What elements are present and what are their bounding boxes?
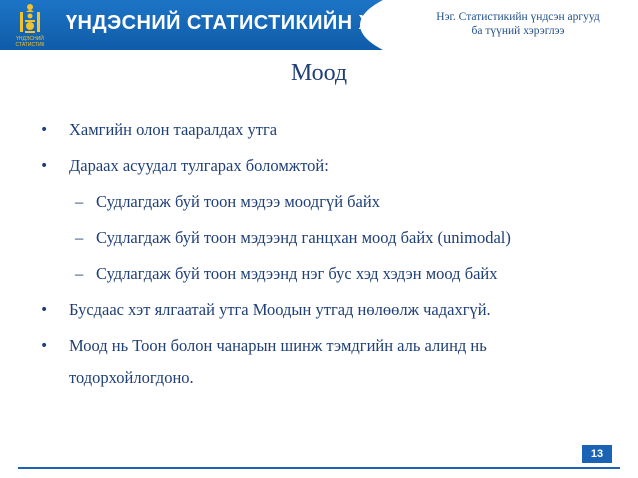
sub-list-item bbox=[40, 256, 610, 292]
dash-marker: – bbox=[75, 192, 84, 211]
list-item-text: Хамгийн олон таарaлдах утга bbox=[69, 120, 278, 139]
list-item-text: Бусдаас хэт ялгаатай утга Моодын утгад нөлөөлж чадахгүй. bbox=[69, 300, 491, 319]
sub-list-item bbox=[40, 184, 610, 220]
logo-caption-1: ҮНДЭСНИЙ bbox=[16, 36, 44, 42]
list-item bbox=[40, 328, 610, 394]
bullet-marker: • bbox=[40, 158, 49, 174]
list-item bbox=[40, 148, 610, 184]
dash-marker: – bbox=[75, 264, 84, 283]
slide-title: Моод bbox=[290, 60, 348, 86]
list-item-text: Дараах асуудал тулгарах боломжтой: bbox=[69, 156, 329, 175]
bullet-marker: • bbox=[40, 302, 49, 318]
footer-divider bbox=[18, 467, 620, 469]
header-bar bbox=[0, 0, 638, 50]
dash-marker: – bbox=[75, 228, 84, 247]
bullet-list bbox=[40, 112, 610, 394]
tagline-line-1: Нэг. Статистикийн үндсэн аргууд bbox=[436, 11, 600, 23]
list-item bbox=[40, 112, 610, 148]
header-tagline bbox=[405, 10, 631, 38]
tagline-line-2: ба түүний хэрэглээ bbox=[471, 25, 565, 37]
soyombo-logo-icon bbox=[4, 2, 56, 48]
org-title: ҮНДЭСНИЙ СТАТИСТИКИЙН ХОРОО bbox=[66, 12, 434, 34]
page-number: 13 bbox=[582, 445, 612, 463]
sub-list-item-text: Судлагдаж буй тоон мэдээнд нэг бус хэд хэдэн моод байх bbox=[96, 264, 498, 283]
list-item-text: Моод нь Тоон болон чанарын шинж тэмдгийн аль алинд нь тодорхойлогдоно. bbox=[69, 336, 487, 387]
sub-list-item bbox=[40, 220, 610, 256]
list-item bbox=[40, 292, 610, 328]
sub-list-item-text: Судлагдаж буй тоон мэдээнд ганцхан моод байх (unimodal) bbox=[96, 228, 511, 247]
logo-caption-2: СТАТИСТИК bbox=[15, 42, 45, 48]
bullet-marker: • bbox=[40, 338, 49, 354]
bullet-marker: • bbox=[40, 122, 49, 138]
sub-list-item-text: Судлагдаж буй тоон мэдээ моодгүй байх bbox=[96, 192, 380, 211]
